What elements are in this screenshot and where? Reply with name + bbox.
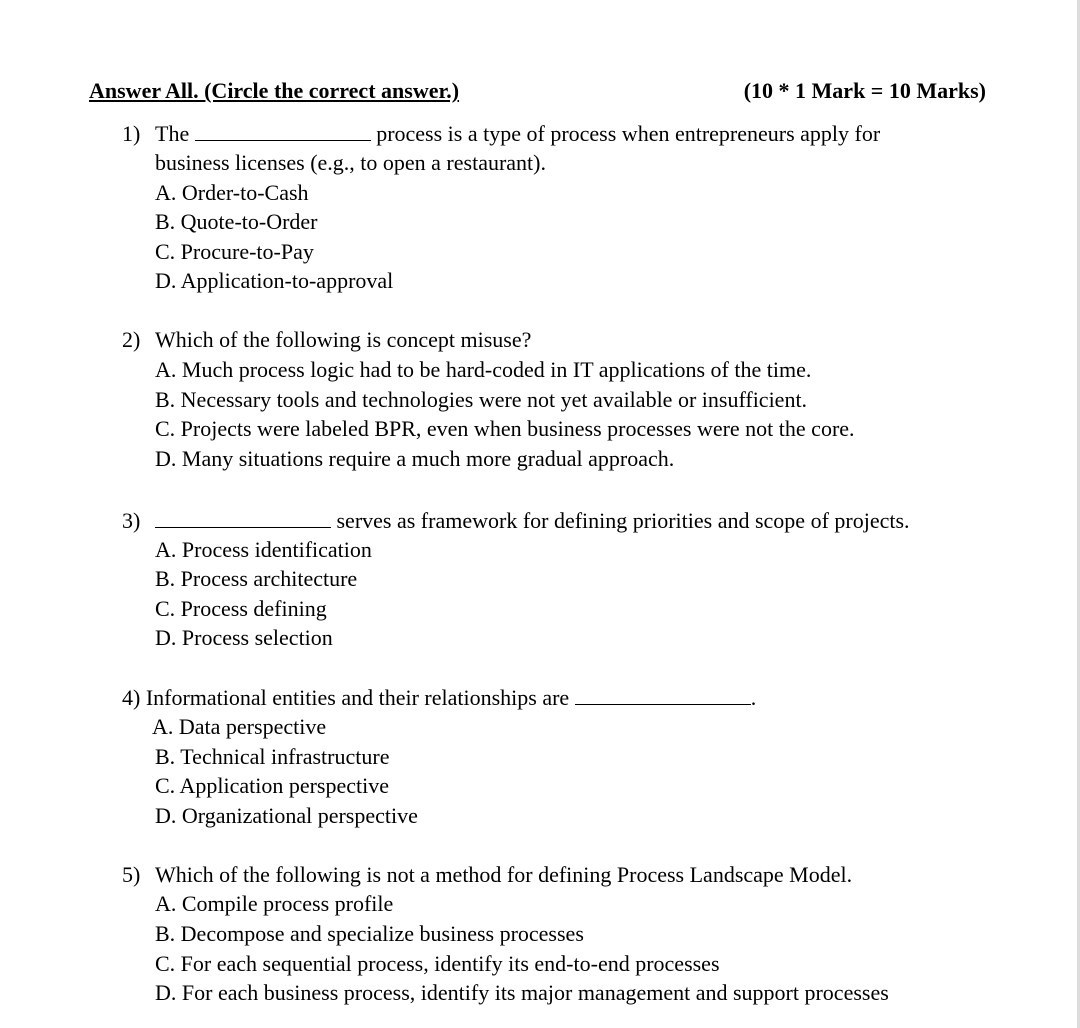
option-b[interactable]: B. Process architecture bbox=[155, 566, 358, 591]
option-b[interactable]: B. Quote-to-Order bbox=[155, 209, 318, 234]
option-b[interactable]: B. Decompose and specialize business processes bbox=[155, 921, 584, 946]
question-text: Which of the following is concept misuse? bbox=[155, 327, 532, 352]
option-d[interactable]: D. Organizational perspective bbox=[155, 803, 418, 828]
option-d[interactable]: D. For each business process, identify its major management and support processes bbox=[155, 980, 889, 1005]
option-c[interactable]: C. Procure-to-Pay bbox=[155, 239, 314, 264]
answer-blank[interactable] bbox=[155, 526, 331, 528]
option-c[interactable]: C. Projects were labeled BPR, even when business processes were not the core. bbox=[155, 416, 855, 441]
option-a[interactable]: A. Order-to-Cash bbox=[155, 180, 309, 205]
option-b[interactable]: B. Technical infrastructure bbox=[155, 744, 390, 769]
option-d[interactable]: D. Process selection bbox=[155, 625, 333, 650]
option-a[interactable]: A. Data perspective bbox=[152, 714, 327, 739]
question-text-after: serves as framework for defining priorities and scope of projects. bbox=[336, 508, 910, 533]
question-text: Which of the following is not a method for defining Process Landscape Model. bbox=[155, 862, 853, 887]
option-c[interactable]: C. For each sequential process, identify its end-to-end processes bbox=[155, 951, 720, 976]
question-text-after: process is a type of process when entrepreneurs apply for bbox=[376, 121, 881, 146]
option-a[interactable]: A. Compile process profile bbox=[155, 891, 394, 916]
question-text bbox=[155, 508, 910, 534]
option-d[interactable]: D. Many situations require a much more gradual approach. bbox=[155, 446, 675, 471]
instructions-heading: Answer All. (Circle the correct answer.) bbox=[89, 78, 460, 103]
answer-blank[interactable] bbox=[575, 703, 751, 705]
question-number: 3) bbox=[122, 508, 141, 533]
question-number: 2) bbox=[122, 327, 141, 352]
question-text-before: The bbox=[155, 121, 190, 146]
question-text-before: Informational entities and their relationships are bbox=[145, 685, 570, 710]
question-number: 5) bbox=[122, 862, 141, 887]
answer-blank[interactable] bbox=[195, 139, 371, 141]
marks-heading: (10 * 1 Mark = 10 Marks) bbox=[743, 78, 986, 103]
question-number: 1) bbox=[122, 121, 141, 146]
option-c[interactable]: C. Application perspective bbox=[155, 773, 389, 798]
option-a[interactable]: A. Process identification bbox=[155, 537, 372, 562]
exam-header bbox=[89, 78, 986, 106]
option-c[interactable]: C. Process defining bbox=[155, 596, 327, 621]
question-text bbox=[155, 121, 880, 147]
question-text-end: . bbox=[750, 685, 757, 710]
question-number: 4) bbox=[122, 685, 141, 710]
question-text bbox=[122, 685, 756, 711]
question-text-continued: business licenses (e.g., to open a restaurant). bbox=[155, 150, 546, 175]
option-d[interactable]: D. Application-to-approval bbox=[155, 268, 394, 293]
option-a[interactable]: A. Much process logic had to be hard-coded in IT applications of the time. bbox=[155, 357, 812, 382]
option-b[interactable]: B. Necessary tools and technologies were not yet available or insufficient. bbox=[155, 387, 808, 412]
